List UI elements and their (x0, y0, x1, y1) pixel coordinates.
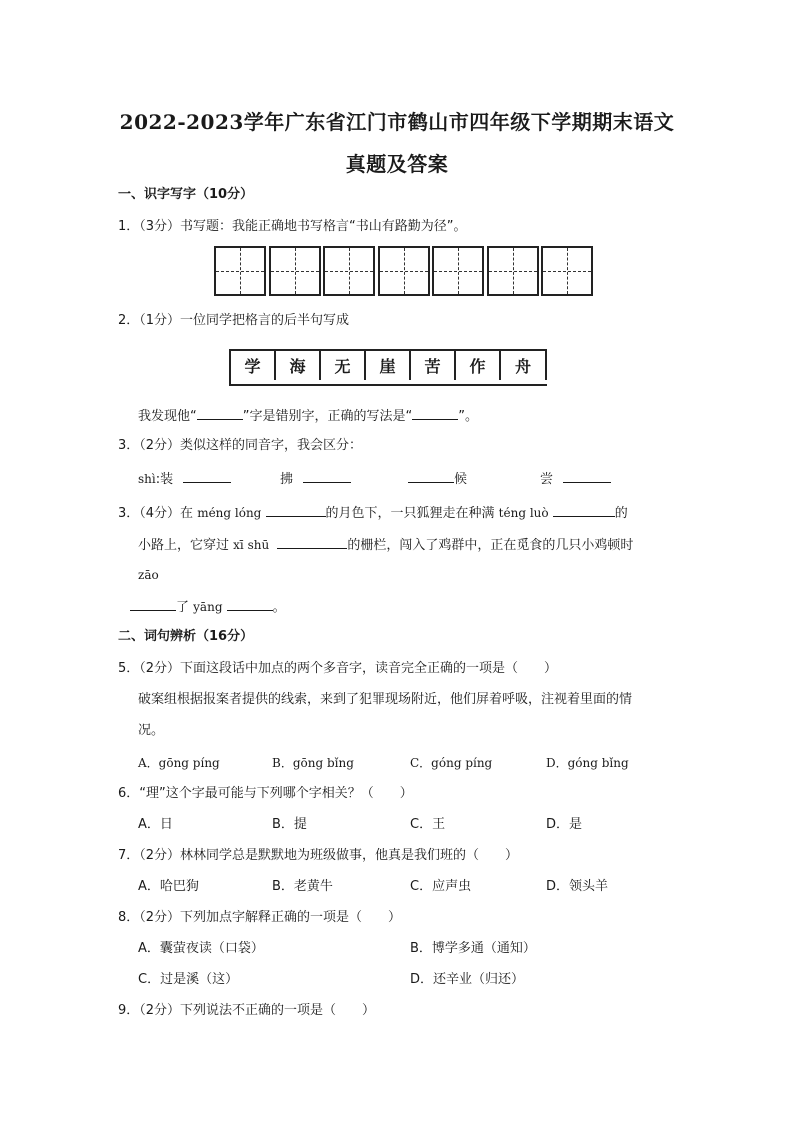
grid-cell[interactable] (432, 246, 484, 296)
char-box: 舟 (501, 351, 547, 380)
char-box: 海 (276, 351, 321, 380)
grid-cell[interactable] (269, 246, 321, 296)
q6-option-b[interactable]: B．提 (272, 817, 307, 832)
q3a-item-3: 候 (408, 469, 467, 489)
char-box: 苦 (411, 351, 456, 380)
q5-passage-1: 破案组根据报案者提供的线索，来到了犯罪现场附近，他们屏着呼吸，注视着里面的情 (138, 692, 633, 707)
q7-text: 7．（2分）林林同学总是默默地为班级做事，他真是我们班的（ ） (118, 848, 519, 863)
answer-blank[interactable] (563, 469, 611, 483)
q3a-item-4: 尝 (540, 469, 611, 489)
q5-text: 5．（2分）下面这段话中加点的两个多音字，读音完全正确的一项是（ ） (118, 661, 558, 676)
q5-passage-2: 况。 (138, 723, 165, 738)
q6-text: 6．“理”这个字最可能与下列哪个字相关？（ ） (118, 786, 413, 801)
q5-option-d[interactable]: D．góng bǐng (546, 756, 629, 770)
q3b-line1: 3．（4分）在 méng lóng 的月色下，一只狐狸走在种满 téng luò 的 (118, 503, 628, 523)
q9-text: 9．（2分）下列说法不正确的一项是（ ） (118, 1003, 376, 1018)
q3a-items: shì:装 (138, 469, 231, 489)
q6-option-a[interactable]: A．日 (138, 817, 173, 832)
answer-blank[interactable] (130, 597, 176, 611)
char-box: 无 (321, 351, 366, 380)
q5-option-b[interactable]: B．gōng bǐng (272, 756, 354, 770)
answer-blank[interactable] (197, 406, 243, 420)
q7-option-a[interactable]: A．哈巴狗 (138, 879, 199, 894)
char-boxes (229, 349, 547, 386)
doc-title-line1: 2022-2023学年广东省江门市鹤山市四年级下学期期末语文 (119, 110, 675, 134)
answer-blank[interactable] (266, 503, 326, 517)
char-box: 作 (456, 351, 501, 380)
q6-option-c[interactable]: C．王 (410, 817, 446, 832)
doc-title-line2: 真题及答案 (345, 152, 449, 176)
q8-option-c[interactable]: C．过是溪（这） (138, 972, 239, 987)
answer-blank[interactable] (412, 406, 458, 420)
grid-cell[interactable] (323, 246, 375, 296)
section1-heading: 一、识字写字（10分） (118, 187, 254, 202)
answer-blank[interactable] (408, 469, 454, 483)
q3b-line4: 了 yāng 。 (130, 597, 286, 617)
q7-option-c[interactable]: C．应声虫 (410, 879, 472, 894)
q8-option-d[interactable]: D．还辛业（归还） (410, 972, 525, 987)
q8-text: 8．（2分）下列加点字解释正确的一项是（ ） (118, 910, 402, 925)
q3a-item-2: 拂 (280, 469, 351, 489)
q3b-line2: 小路上，它穿过 xī shū 的栅栏，闯入了鸡群中，正在觅食的几只小鸡顿时 (138, 535, 633, 555)
q2-text: 2．（1分）一位同学把格言的后半句写成 (118, 313, 350, 328)
grid-cell[interactable] (487, 246, 539, 296)
q7-option-b[interactable]: B．老黄牛 (272, 879, 333, 894)
q3b-line3: zāo (138, 568, 159, 582)
grid-cell[interactable] (378, 246, 430, 296)
q7-option-d[interactable]: D．领头羊 (546, 879, 609, 894)
q8-option-b[interactable]: B．博学多通（通知） (410, 941, 536, 956)
writing-grid (214, 246, 596, 296)
char-box: 崖 (366, 351, 411, 380)
grid-cell[interactable] (214, 246, 266, 296)
answer-blank[interactable] (277, 535, 347, 549)
q8-option-a[interactable]: A．囊萤夜读（口袋） (138, 941, 264, 956)
answer-blank[interactable] (227, 597, 273, 611)
answer-blank[interactable] (553, 503, 615, 517)
answer-blank[interactable] (183, 469, 231, 483)
answer-blank[interactable] (303, 469, 351, 483)
q5-option-c[interactable]: C．góng píng (410, 756, 493, 770)
q1-text: 1．（3分）书写题：我能正确地书写格言“书山有路勤为径”。 (118, 219, 467, 234)
grid-cell[interactable] (541, 246, 593, 296)
q6-option-d[interactable]: D．是 (546, 817, 583, 832)
char-box: 学 (231, 351, 276, 380)
section2-heading: 二、词句辨析（16分） (118, 629, 254, 644)
q5-option-a[interactable]: A．gōng píng (138, 756, 220, 770)
q3a-text: 3．（2分）类似这样的同音字，我会区分： (118, 438, 363, 453)
q2-fill-line: 我发现他“ ”字是错别字，正确的写法是“ ”。 (138, 406, 478, 426)
